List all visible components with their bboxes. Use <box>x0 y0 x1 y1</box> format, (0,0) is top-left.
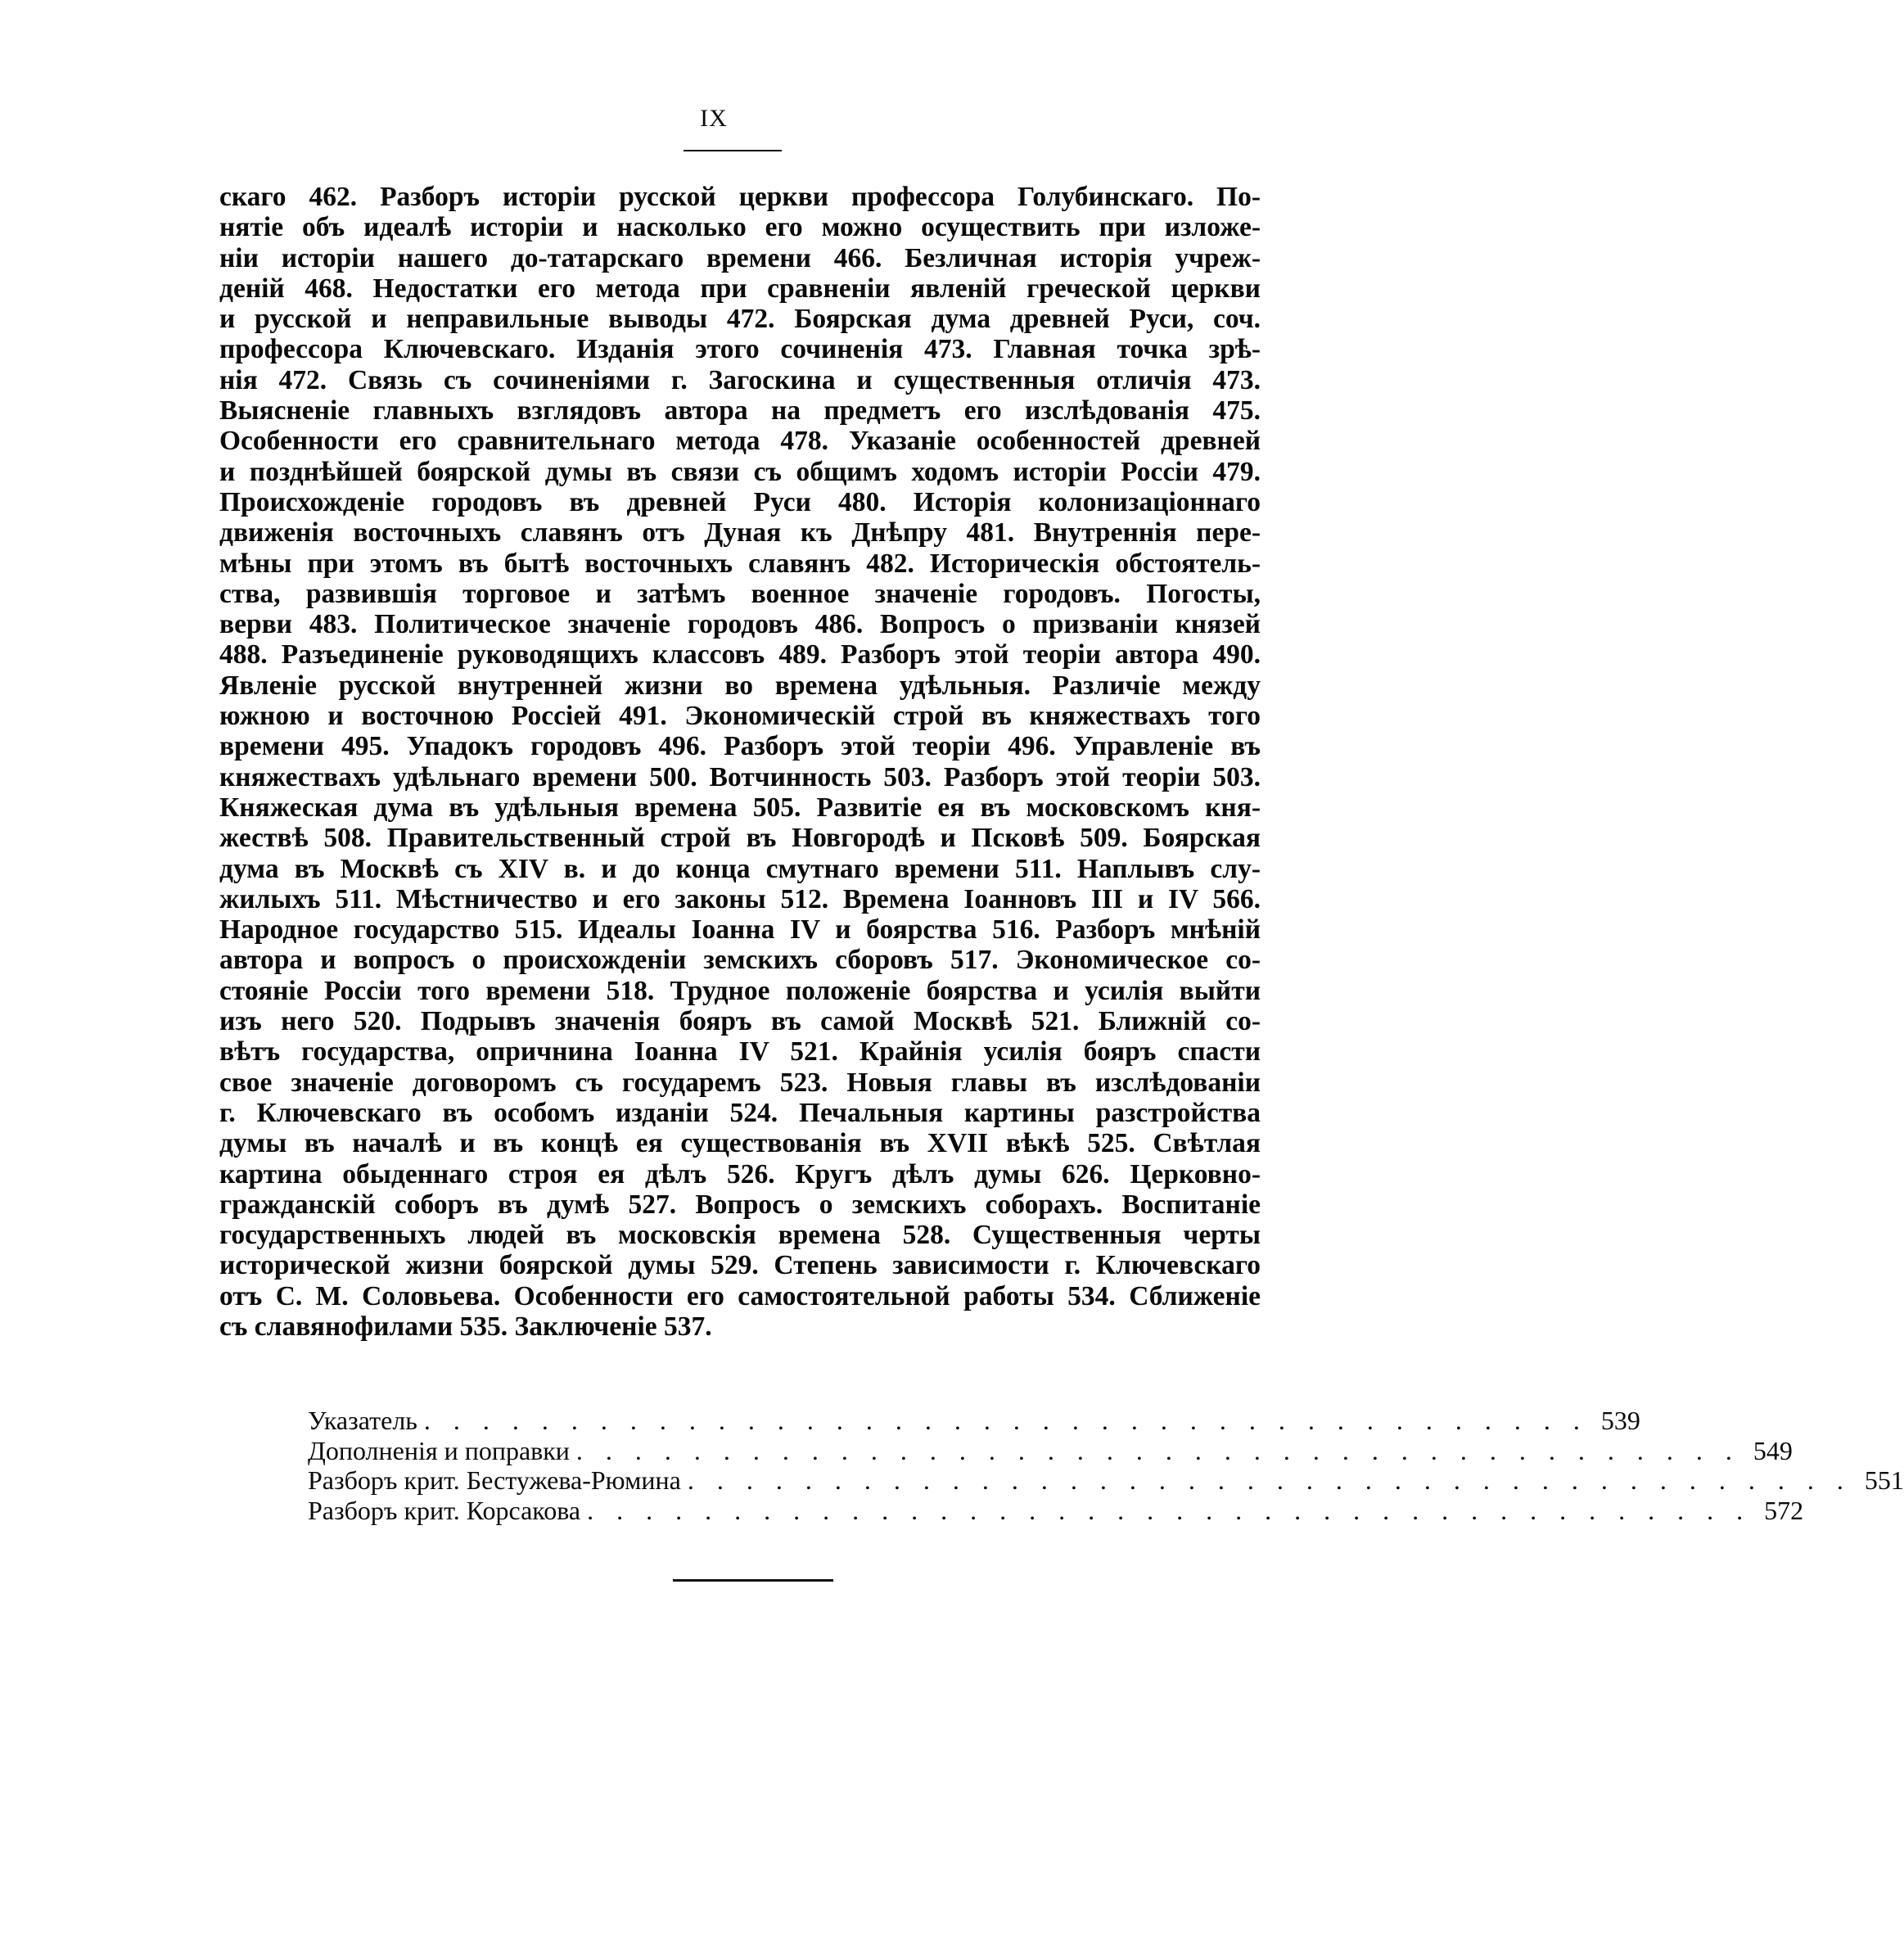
text-line: съ славянофилами 535. Заключеніе 537. <box>219 1311 712 1342</box>
toc-entry <box>308 1406 1640 1436</box>
toc-entry-page: 572 <box>1764 1495 1804 1525</box>
text-line: Выясненіе главныхъ взглядовъ автора на предметъ его изслѣдованія 475. <box>219 395 1261 427</box>
toc-entry <box>308 1495 1804 1526</box>
toc-leader-dots: . . . . . . . . . . . . . . . . . . . . . . . . . . . . . . . . . . . . . . . . <box>423 1406 1588 1435</box>
toc-entry <box>308 1465 1904 1496</box>
toc-entry-title: Разборъ крит. Бестужева-Рюмина <box>308 1465 681 1495</box>
page-number: IX <box>700 105 728 132</box>
text-line: времени 495. Упадокъ городовъ 496. Разборъ этой теоріи 496. Управленіе въ <box>219 731 1261 762</box>
text-line: движенія восточныхъ славянъ отъ Дуная къ Днѣпру 481. Внутреннія пере- <box>219 517 1261 548</box>
text-line: деній 468. Недостатки его метода при сравненіи явленій греческой церкви <box>219 273 1261 304</box>
toc-entry <box>308 1435 1793 1466</box>
toc-leader-dots: . . . . . . . . . . . . . . . . . . . . . . . . . . . . . . . . . . . . . . . . <box>687 1465 1852 1495</box>
text-line: и русской и неправильные выводы 472. Боярская дума древней Руси, соч. <box>219 304 1261 335</box>
text-line: Особенности его сравнительнаго метода 478. Указаніе особенностей древней <box>219 426 1261 457</box>
text-line: Княжеская дума въ удѣльныя времена 505. Развитіе ея въ московскомъ кня- <box>219 792 1261 823</box>
text-line: жествѣ 508. Правительственный строй въ Новгородѣ и Псковѣ 509. Боярская <box>219 823 1261 854</box>
text-line: княжествахъ удѣльнаго времени 500. Вотчинность 503. Разборъ этой теоріи 503. <box>219 761 1261 792</box>
toc-leader-dots: . . . . . . . . . . . . . . . . . . . . . . . . . . . . . . . . . . . . . . . . <box>575 1435 1740 1465</box>
body-paragraph <box>219 182 1261 1342</box>
text-line: Происхожденіе городовъ въ древней Руси 480. Исторія колонизаціоннаго <box>219 486 1261 517</box>
text-line: жилыхъ 511. Мѣстничество и его законы 512. Времена Іоанновъ III и IV 566. <box>219 883 1261 914</box>
text-line: отъ С. М. Соловьева. Особенности его самостоятельной работы 534. Сближеніе <box>219 1280 1261 1311</box>
text-line: гражданскій соборъ въ думѣ 527. Вопросъ о земскихъ соборахъ. Воспитаніе <box>219 1189 1261 1220</box>
text-line: Народное государство 515. Идеалы Іоанна IV и боярства 516. Разборъ мнѣній <box>219 914 1261 946</box>
toc-entry-title: Разборъ крит. Корсакова <box>308 1495 581 1525</box>
text-line: ства, развившія торговое и затѣмъ военное значеніе городовъ. Погосты, <box>219 578 1261 609</box>
text-line: дума въ Москвѣ съ XIV в. и до конца смутнаго времени 511. Наплывъ слу- <box>219 853 1261 884</box>
text-line: южною и восточною Россіей 491. Экономическій строй въ княжествахъ того <box>219 701 1261 732</box>
closing-rule <box>673 1579 833 1582</box>
text-line: вѣтъ государства, опричнина Іоанна IV 521. Крайнія усилія бояръ спасти <box>219 1036 1261 1068</box>
text-line: нія 472. Связь съ сочиненіями г. Загоскина и существенныя отличія 473. <box>219 364 1261 395</box>
text-line: ніи исторіи нашего до-татарскаго времени 466. Безличная исторія учреж- <box>219 242 1261 273</box>
text-line: верви 483. Политическое значеніе городовъ 486. Вопросъ о призваніи князей <box>219 609 1261 640</box>
text-line: скаго 462. Разборъ исторіи русской церкви профессора Голубинскаго. По- <box>219 182 1261 212</box>
toc-entry-page: 549 <box>1753 1435 1793 1465</box>
text-line: думы въ началѣ и въ концѣ ея существованія въ XVII вѣкѣ 525. Свѣтлая <box>219 1128 1261 1159</box>
text-line: картина обыденнаго строя ея дѣлъ 526. Кругъ дѣлъ думы 626. Церковно- <box>219 1158 1261 1189</box>
toc-leader-dots: . . . . . . . . . . . . . . . . . . . . . . . . . . . . . . . . . . . . . . . . <box>587 1495 1752 1525</box>
table-of-contents <box>308 1406 1904 1525</box>
header-rule <box>684 150 782 151</box>
toc-entry-page: 551 <box>1864 1465 1904 1495</box>
text-line: и позднѣйшей боярской думы въ связи съ общимъ ходомъ исторіи Россіи 479. <box>219 456 1261 487</box>
text-line: мѣны при этомъ въ бытѣ восточныхъ славянъ 482. Историческія обстоятель- <box>219 548 1261 579</box>
text-line: стояніе Россіи того времени 518. Трудное положеніе боярства и усилія выйти <box>219 975 1261 1006</box>
text-line: Явленіе русской внутренней жизни во времена удѣльныя. Различіе между <box>219 670 1261 701</box>
text-line: государственныхъ людей въ московскія времена 528. Существенныя черты <box>219 1220 1261 1251</box>
text-line: автора и вопросъ о происхожденіи земскихъ сборовъ 517. Экономическое со- <box>219 945 1261 976</box>
text-line: профессора Ключевскаго. Изданія этого сочиненія 473. Главная точка зрѣ- <box>219 334 1261 365</box>
text-line: г. Ключевскаго въ особомъ изданіи 524. Печальныя картины разстройства <box>219 1097 1261 1128</box>
text-line: нятіе объ идеалѣ исторіи и насколько его можно осуществить при изложе- <box>219 212 1261 243</box>
text-line: свое значеніе договоромъ съ государемъ 523. Новыя главы въ изслѣдованіи <box>219 1067 1261 1098</box>
toc-entry-title: Дополненія и поправки <box>308 1435 570 1465</box>
text-line: 488. Разъединеніе руководящихъ классовъ 489. Разборъ этой теоріи автора 490. <box>219 639 1261 670</box>
text-line: изъ него 520. Подрывъ значенія бояръ въ самой Москвѣ 521. Ближній со- <box>219 1006 1261 1037</box>
text-line: исторической жизни боярской думы 529. Степень зависимости г. Ключевскаго <box>219 1250 1261 1281</box>
toc-entry-title: Указатель <box>308 1406 417 1435</box>
toc-entry-page: 539 <box>1600 1406 1640 1435</box>
